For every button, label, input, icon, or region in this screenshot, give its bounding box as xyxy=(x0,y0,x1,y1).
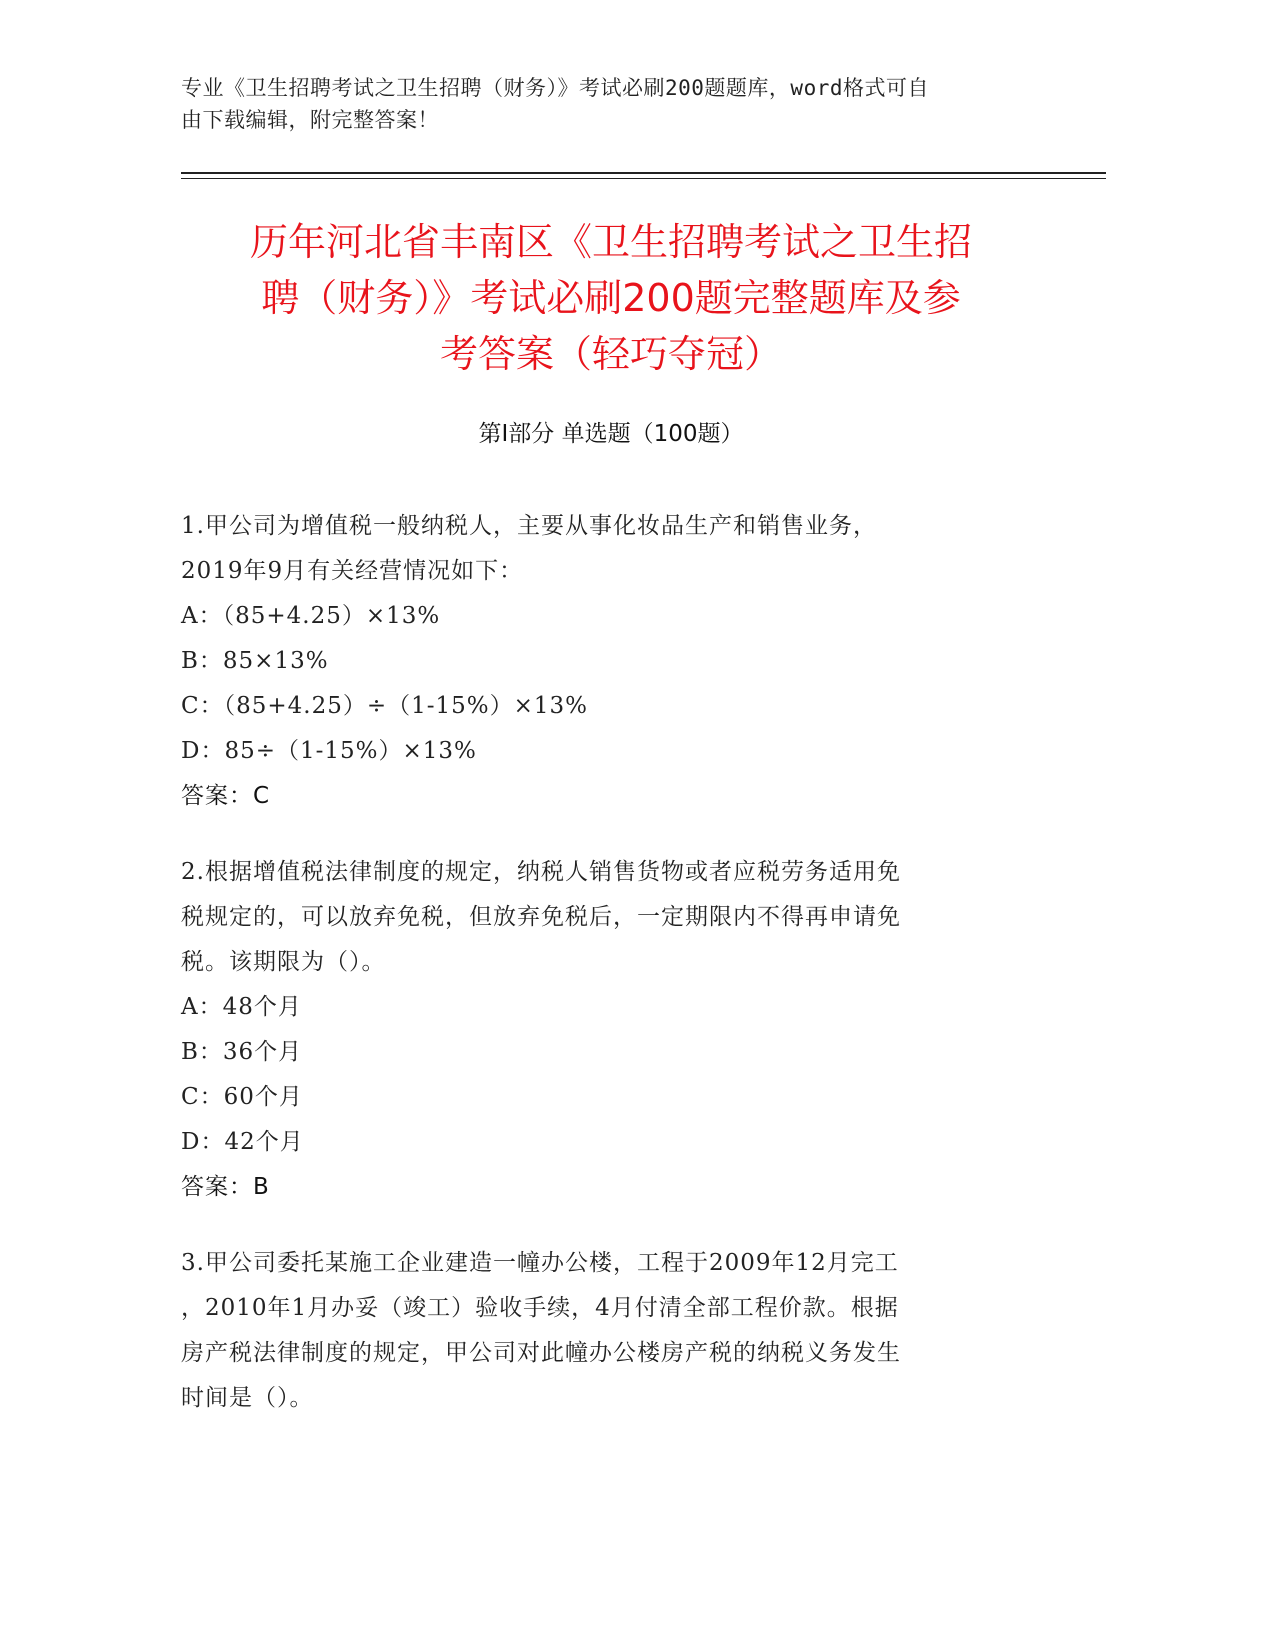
question-stem-line: ，2010年1月办妥（竣工）验收手续，4月付清全部工程价款。根据 xyxy=(181,1295,899,1321)
option-a: A：（85+4.25）×13% xyxy=(181,603,441,629)
answer: 答案：B xyxy=(181,1174,270,1200)
option-b: B：36个月 xyxy=(181,1039,303,1065)
option-a: A：48个月 xyxy=(181,994,302,1020)
option-c: C：（85+4.25）÷（1-15%）×13% xyxy=(181,693,589,719)
header-divider-thin xyxy=(181,178,1106,179)
option-b: B：85×13% xyxy=(181,648,329,674)
question-stem-line: 房产税法律制度的规定，甲公司对此幢办公楼房产税的纳税义务发生 xyxy=(181,1340,901,1366)
section-title: 第I部分 单选题（100题） xyxy=(478,421,744,447)
question-stem-line: 2019年9月有关经营情况如下： xyxy=(181,558,524,584)
title-line: 考答案（轻巧夺冠） xyxy=(439,332,782,376)
question-2 xyxy=(181,850,1041,1210)
question-stem-line: 时间是（）。 xyxy=(181,1385,314,1411)
title-line: 历年河北省丰南区《卫生招聘考试之卫生招 xyxy=(249,220,972,264)
header-divider-thick xyxy=(181,172,1106,174)
header-note-line: 专业《卫生招聘考试之卫生招聘（财务）》考试必刷200题题库，word格式可自 xyxy=(181,76,929,100)
answer: 答案：C xyxy=(181,783,271,809)
title-line: 聘（财务）》考试必刷200题完整题库及参 xyxy=(261,276,961,320)
question-stem-line: 税规定的，可以放弃免税，但放弃免税后，一定期限内不得再申请免 xyxy=(181,904,901,930)
question-3 xyxy=(181,1241,1041,1421)
header-note xyxy=(181,72,1041,136)
header-note-line: 由下载编辑，附完整答案！ xyxy=(181,108,439,132)
document-title xyxy=(181,214,1041,382)
question-stem-line: 2.根据增值税法律制度的规定，纳税人销售货物或者应税劳务适用免 xyxy=(181,859,901,885)
question-stem-line: 3.甲公司委托某施工企业建造一幢办公楼，工程于2009年12月完工 xyxy=(181,1250,899,1276)
question-stem-line: 税。该期限为（）。 xyxy=(181,949,386,975)
option-d: D：42个月 xyxy=(181,1129,304,1155)
question-1 xyxy=(181,504,1041,819)
option-d: D：85÷（1-15%）×13% xyxy=(181,738,477,764)
option-c: C：60个月 xyxy=(181,1084,303,1110)
question-stem-line: 1.甲公司为增值税一般纳税人，主要从事化妆品生产和销售业务， xyxy=(181,513,877,539)
